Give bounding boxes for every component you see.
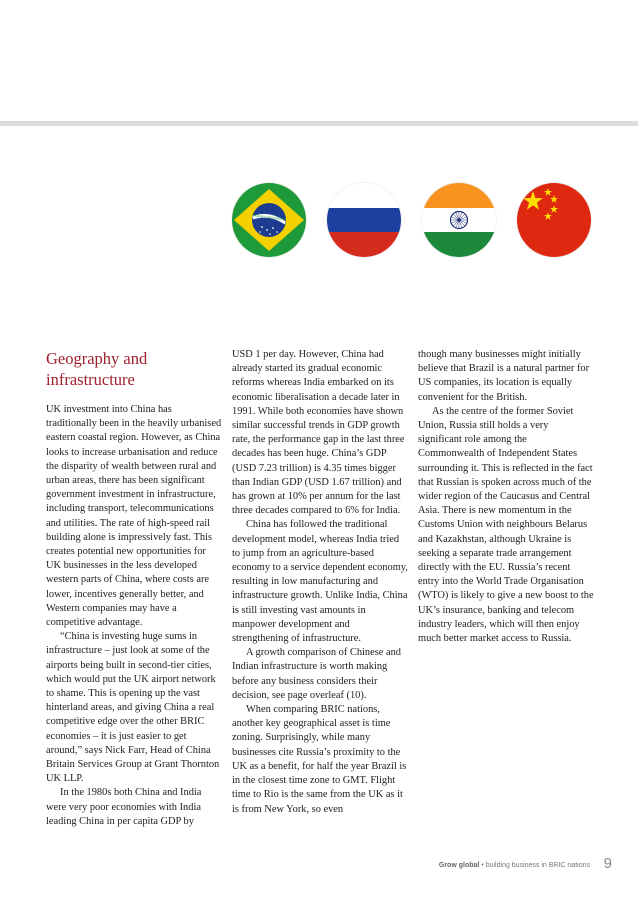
brazil-flag-graphic: [232, 183, 306, 257]
paragraph: When comparing BRIC nations, another key geographical asset is time zoning. Surprisingly, while many businesses cite Russia’s proximity to the UK as a benefit, for half the year Brazil is in the closest time zone to GMT. Flight time to Rio is the same from the UK as it is from New York, so even: [232, 704, 407, 815]
russia-flag-icon: [327, 183, 401, 257]
china-flag-graphic: [517, 183, 591, 257]
paragraph: China has followed the traditional development model, whereas India tried to jump from an agriculture-based economy to a service dependent economy, resulting in low manufacturing and infrastructure growth. Unlike India, China is still investing vast amounts in manpower development and strengthening of infrastructure.: [232, 519, 408, 645]
section-heading: [46, 348, 222, 390]
section-heading-line-2: infrastructure: [46, 370, 135, 389]
text-column-3: [418, 348, 594, 646]
footer-bullet: •: [481, 862, 484, 869]
india-flag-graphic: [422, 183, 496, 257]
paragraph: In the 1980s both China and India were very poor economies with India leading China in per capita GDP by: [46, 787, 202, 827]
china-flag-icon: [517, 183, 591, 257]
brazil-motto: ORDEM E PROGRESSO: [252, 213, 287, 222]
top-divider: [0, 121, 638, 126]
paragraph: As the centre of the former Soviet Union, Russia still holds a very significant role among the Commonwealth of Independent States surrounding it. This is reflected in the fact that Russian is spoken across much of the wider region of the Caucasus and Central Asia. There is new momentum in the Customs Union with neighbours Belarus and Kazakhstan, although Ukraine is seeking a separate trade arrangement directly with the EU. Russia’s recent entry into the World Trade Organisation (WTO) is likely to give a new boost to the UK’s insurance, banking and telecom industry leaders, which will then enjoy much better market access to Russia.: [418, 405, 594, 645]
brazil-flag-icon: [232, 183, 306, 257]
paragraph-quote: “China is investing huge sums in infrastructure – just look at some of the airports being built in second-tier cities, which would put the UK airport network to shame. This is opening up the vast hinterland areas, and giving China a real competitive edge over the other BRIC economies – it is just easier to get around,” says Nick Farr, Head of China Britain Services Group at Grant Thornton UK LLP.: [46, 631, 220, 785]
page-number: 9: [603, 855, 612, 872]
paragraph: A growth comparison of Chinese and Indian infrastructure is worth making before any business considers their decision, see page overleaf (10).: [232, 647, 401, 701]
running-footer: [439, 862, 590, 869]
footer-tagline: building business in BRIC nations: [485, 862, 590, 869]
paragraph: UK investment into China has traditionally been in the heavily urbanised eastern coastal region. However, as China looks to increase urbanisation and reduce the disparity of wealth between rural and urban areas, there has been significant government investment in infrastructure, including transport, telecommunications and utilities. The rate of high-speed rail building alone is impressively fast. This creates potential new opportunities for UK businesses in the less developed western parts of China, where costs are lower, incentives generally better, and Western companies may have a competitive advantage.: [46, 404, 222, 629]
footer-brand: Grow global: [438, 862, 480, 869]
text-column-1: [46, 348, 222, 829]
russia-flag-graphic: [327, 183, 401, 257]
india-flag-icon: [422, 183, 496, 257]
section-heading-line-1: Geography and: [46, 349, 148, 368]
text-column-2: [232, 348, 408, 817]
paragraph: though many businesses might initially believe that Brazil is a natural partner for US companies, its location is equally convenient for the British.: [418, 349, 590, 403]
paragraph: USD 1 per day. However, China had already started its gradual economic reforms whereas India embarked on its economic liberalisation a decade later in 1991. While both economies have shown similar successful trends in GDP growth rate, the performance gap in the last three decades has been huge. China’s GDP (USD 7.23 trillion) is 4.35 times bigger than Indian GDP (USD 1.67 trillion) and has grown at 10% per annum for the last three decades compared to 6% for India.: [232, 349, 405, 517]
